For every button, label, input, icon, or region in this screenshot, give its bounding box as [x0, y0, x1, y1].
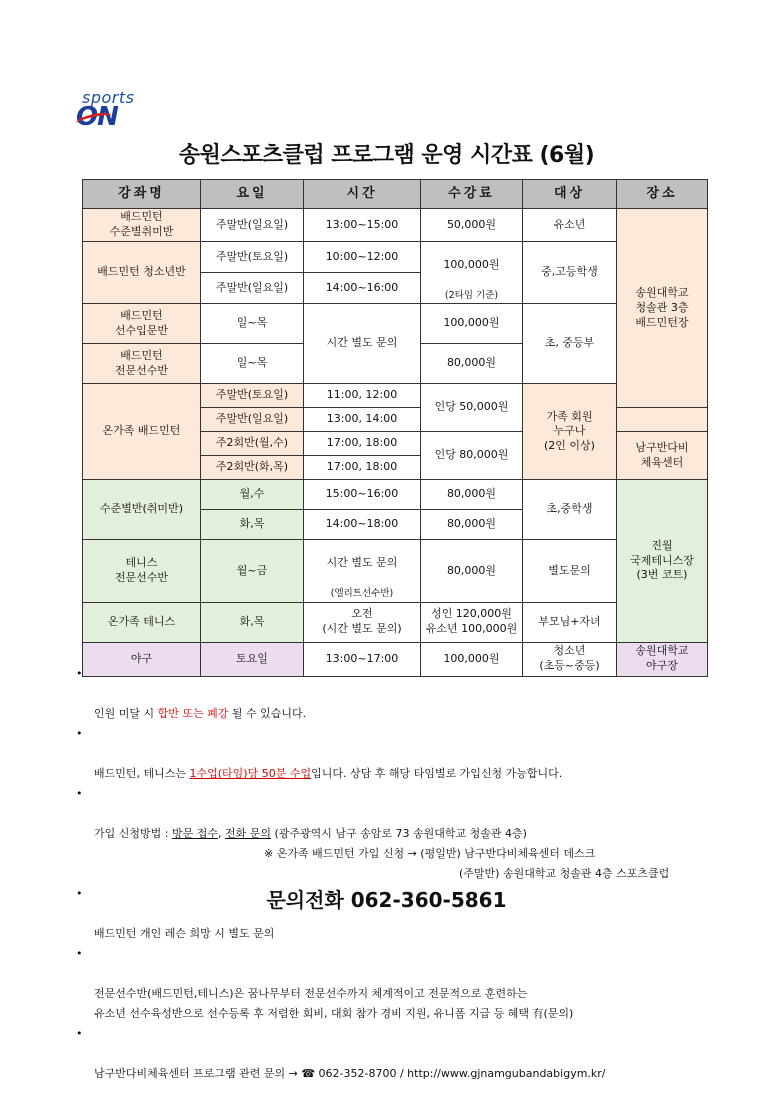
note-text: 입니다. 상담 후 해당 타임별로 가입신청 가능합니다. — [311, 767, 563, 780]
note-underline: 전화 문의 — [224, 827, 271, 840]
table-row — [83, 304, 708, 344]
course-fee: 인당 80,000원 — [421, 432, 523, 480]
header-place: 장소 — [617, 180, 708, 209]
schedule-table — [82, 179, 708, 677]
header-day: 요일 — [201, 180, 304, 209]
note-item — [74, 1024, 734, 1084]
note-text: 될 수 있습니다. — [228, 707, 307, 720]
course-time: 11:00, 12:00 — [304, 384, 421, 408]
course-fee: 80,000원 — [421, 510, 523, 540]
bullet-icon: • — [76, 667, 83, 680]
course-fee: 80,000원 — [421, 480, 523, 510]
note-subline: (주말반) 송원대학교 청솔관 4층 스포츠클럽 — [459, 867, 670, 880]
course-time: 13:00~17:00 — [304, 642, 421, 676]
course-fee: 50,000원 — [421, 209, 523, 242]
logo-on-text: ON — [76, 102, 118, 132]
note-highlight: 1수업(타임)당 50분 수업 — [189, 767, 312, 780]
note-text: (광주광역시 남구 송암로 73 송원대학교 청솔관 4층) — [270, 827, 527, 840]
note-text: 전문선수반(배드민턴,테니스)은 꿈나무부터 전문선수까지 체계적이고 전문적으로 훈련하는 — [94, 987, 528, 1000]
note-item — [74, 944, 734, 1004]
note-text: 가입 신청방법 : — [94, 827, 172, 840]
course-fee: 성인 120,000원 유소년 100,000원 — [421, 602, 523, 642]
table-row — [83, 209, 708, 242]
course-name: 테니스 전문선수반 — [83, 540, 201, 602]
course-place: 송원대학교 야구장 — [617, 642, 708, 676]
course-day: 주2회반(화,목) — [201, 456, 304, 480]
course-time: 시간 별도 문의 — [326, 556, 398, 570]
course-day: 일~목 — [201, 304, 304, 344]
bullet-icon: • — [76, 947, 83, 960]
course-time: 15:00~16:00 — [304, 480, 421, 510]
table-row — [83, 602, 708, 642]
course-place: 진월 국제테니스장 (3번 코트) — [617, 480, 708, 642]
bullet-icon: • — [76, 727, 83, 740]
course-target: 초,중학생 — [523, 480, 617, 540]
course-time: 17:00, 18:00 — [304, 432, 421, 456]
course-fee: 100,000원 — [443, 257, 500, 271]
course-target: 유소년 — [523, 209, 617, 242]
course-time-note: (엘리트선수반) — [330, 587, 394, 599]
course-time: 17:00, 18:00 — [304, 456, 421, 480]
course-place: 송원대학교 청솔관 3층 배드민턴장 — [617, 209, 708, 408]
course-day: 토요일 — [201, 642, 304, 676]
course-name: 배드민턴 전문선수반 — [83, 344, 201, 384]
course-place: 남구반다비 체육센터 — [617, 432, 708, 480]
course-time: 오전 (시간 별도 문의) — [304, 602, 421, 642]
note-item — [74, 664, 734, 724]
table-row — [83, 480, 708, 510]
course-name: 수준별반(취미반) — [83, 480, 201, 540]
course-day: 화,목 — [201, 510, 304, 540]
course-fee: 100,000원 — [421, 304, 523, 344]
course-day: 주말반(일요일) — [201, 209, 304, 242]
notes-list — [74, 664, 734, 1084]
course-name: 배드민턴 수준별취미반 — [83, 209, 201, 242]
course-time: 시간 별도 문의 — [304, 304, 421, 384]
note-highlight: 합반 또는 폐강 — [157, 707, 229, 720]
course-day: 주말반(일요일) — [201, 273, 304, 304]
header-course: 강좌명 — [83, 180, 201, 209]
course-target: 청소년 (초등~중등) — [523, 642, 617, 676]
course-name: 배드민턴 선수입문반 — [83, 304, 201, 344]
logo-sports-text: sports — [82, 88, 135, 107]
course-time: 13:00, 14:00 — [304, 408, 421, 432]
note-text: 인원 미달 시 — [94, 707, 158, 720]
course-fee: 100,000원 — [421, 642, 523, 676]
course-day: 주말반(토요일) — [201, 384, 304, 408]
course-day: 주말반(일요일) — [201, 408, 304, 432]
course-time: 10:00~12:00 — [304, 242, 421, 273]
page-title: 송원스포츠클럽 프로그램 운영 시간표 (6월) — [178, 143, 595, 168]
bullet-icon: • — [76, 887, 83, 900]
header-time: 시간 — [304, 180, 421, 209]
header-target: 대상 — [523, 180, 617, 209]
course-fee: 80,000원 — [421, 540, 523, 602]
course-time: 13:00~15:00 — [304, 209, 421, 242]
note-item — [74, 724, 734, 784]
course-target: 초, 중등부 — [523, 304, 617, 384]
note-text: 배드민턴, 테니스는 — [94, 767, 190, 780]
course-time: 14:00~16:00 — [304, 273, 421, 304]
course-target: 가족 회원 누구나 (2인 이상) — [523, 384, 617, 480]
course-name: 온가족 배드민턴 — [83, 384, 201, 480]
table-row — [83, 242, 708, 273]
course-name: 온가족 테니스 — [83, 602, 201, 642]
sports-on-logo — [76, 88, 156, 138]
place-spacer — [617, 408, 708, 432]
contact-phone: 문의전화 062-360-5861 — [266, 888, 507, 912]
table-row — [83, 540, 708, 602]
course-day: 화,목 — [201, 602, 304, 642]
note-subline: ※ 온가족 배드민턴 가입 신청 → (평일반) 남구반다비체육센터 데스크 — [264, 847, 596, 860]
note-text: , — [217, 827, 225, 840]
course-fee-note: (2타임 기준) — [444, 289, 499, 301]
course-time: 14:00~18:00 — [304, 510, 421, 540]
course-target: 중,고등학생 — [523, 242, 617, 304]
course-day: 일~목 — [201, 344, 304, 384]
course-target: 부모님+자녀 — [523, 602, 617, 642]
course-fee: 80,000원 — [421, 344, 523, 384]
note-subline: 유소년 선수육성반으로 선수등록 후 저렴한 회비, 대회 참가 경비 지원, 유니폼 지급 등 혜택 有(문의) — [94, 1007, 574, 1020]
course-name: 야구 — [83, 642, 201, 676]
course-day: 월~금 — [201, 540, 304, 602]
note-item — [74, 784, 734, 844]
bullet-icon: • — [76, 1027, 83, 1040]
course-name: 배드민턴 청소년반 — [83, 242, 201, 304]
note-underline: 방문 접수 — [171, 827, 218, 840]
course-time-cell — [304, 540, 421, 602]
table-header-row — [83, 180, 708, 209]
course-day: 월,수 — [201, 480, 304, 510]
table-row — [83, 384, 708, 408]
course-target: 별도문의 — [523, 540, 617, 602]
course-day: 주말반(토요일) — [201, 242, 304, 273]
bullet-icon: • — [76, 787, 83, 800]
note-text: 배드민턴 개인 레슨 희망 시 별도 문의 — [94, 927, 275, 940]
course-fee-cell — [421, 242, 523, 304]
header-fee: 수강료 — [421, 180, 523, 209]
course-fee: 인당 50,000원 — [421, 384, 523, 432]
note-text: 남구반다비체육센터 프로그램 관련 문의 → ☎ 062-352-8700 / http://www.gjnamgubandabigym.kr/ — [94, 1067, 606, 1080]
course-day: 주2회반(월,수) — [201, 432, 304, 456]
